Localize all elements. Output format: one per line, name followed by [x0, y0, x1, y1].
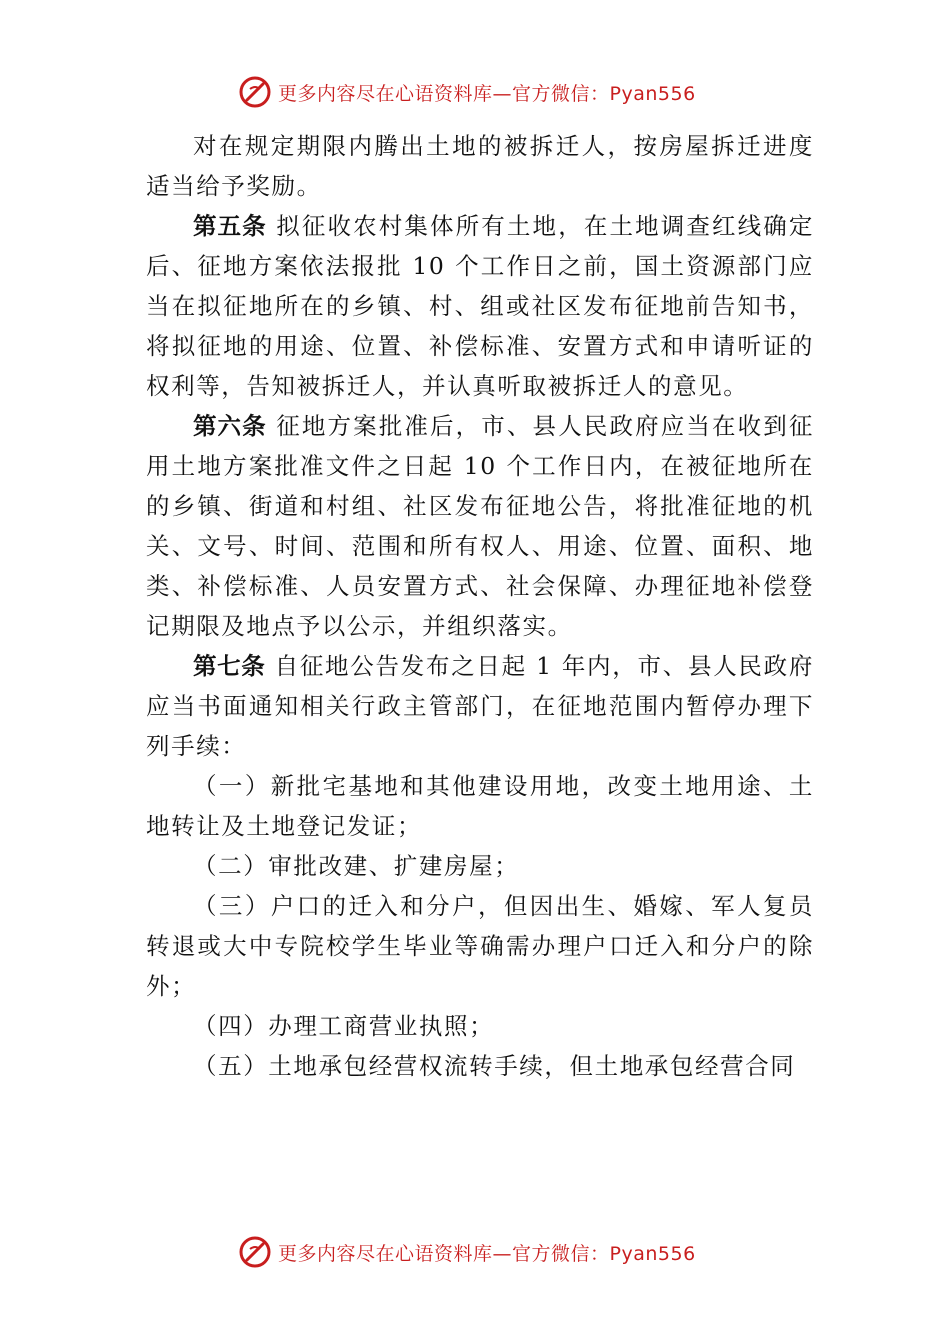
paragraph-text: 自征地公告发布之日起 1 年内，市、县人民政府应当书面通知相关行政主管部门，在征地范围内暂停办理下列手续：: [146, 652, 814, 760]
paragraph-text: 征地方案批准后，市、县人民政府应当在收到征用土地方案批准文件之日起 10 个工作日内，在被征地所在的乡镇、街道和村组、社区发布征地公告，将批准征地的机关、文号、时间、范围和所有权人、用途、位置、面积、地类、补偿标准、人员安置方式、社会保障、办理征地补偿登记期限及地点予以公示，并组织落实。: [146, 412, 814, 640]
paragraph-text: （四）办理工商营业执照；: [193, 1012, 495, 1040]
paragraph-article-6: [146, 406, 814, 646]
paragraph-article-7: [146, 646, 814, 766]
document-body: [146, 126, 814, 1086]
list-item-4: [146, 1006, 814, 1046]
brush-logo-icon: [238, 75, 272, 109]
list-item-1: [146, 766, 814, 846]
paragraph-text: 对在规定期限内腾出土地的被拆迁人，按房屋拆迁进度适当给予奖励。: [146, 132, 814, 200]
paragraph-text: 拟征收农村集体所有土地，在土地调查红线确定后、征地方案依法报批 10 个工作日之前，国土资源部门应当在拟征地所在的乡镇、村、组或社区发布征地前告知书，将拟征地的用途、位置、补偿标准、安置方式和申请听证的权利等，告知被拆迁人，并认真听取被拆迁人的意见。: [146, 212, 814, 400]
article-label: 第七条: [193, 652, 266, 680]
list-item-3: [146, 886, 814, 1006]
article-label: 第五条: [193, 212, 267, 240]
watermark-text: 更多内容尽在心语资料库—官方微信：Pyan556: [278, 82, 696, 105]
header-watermark: [238, 74, 696, 110]
list-item-2: [146, 846, 814, 886]
paragraph-text: （一）新批宅基地和其他建设用地，改变土地用途、土地转让及土地登记发证；: [146, 772, 814, 840]
paragraph-text: （五）土地承包经营权流转手续，但土地承包经营合同: [193, 1052, 796, 1080]
paragraph-text: （二）审批改建、扩建房屋；: [193, 852, 520, 880]
paragraph-text: （三）户口的迁入和分户，但因出生、婚嫁、军人复员转退或大中专院校学生毕业等确需办理户口迁入和分户的除外；: [146, 892, 814, 1000]
brush-logo-icon: [238, 1235, 272, 1269]
list-item-5: [146, 1046, 814, 1086]
paragraph-1: [146, 126, 814, 206]
paragraph-article-5: [146, 206, 814, 406]
footer-watermark: [238, 1234, 696, 1270]
watermark-text: 更多内容尽在心语资料库—官方微信：Pyan556: [278, 1242, 696, 1265]
article-label: 第六条: [193, 412, 267, 440]
